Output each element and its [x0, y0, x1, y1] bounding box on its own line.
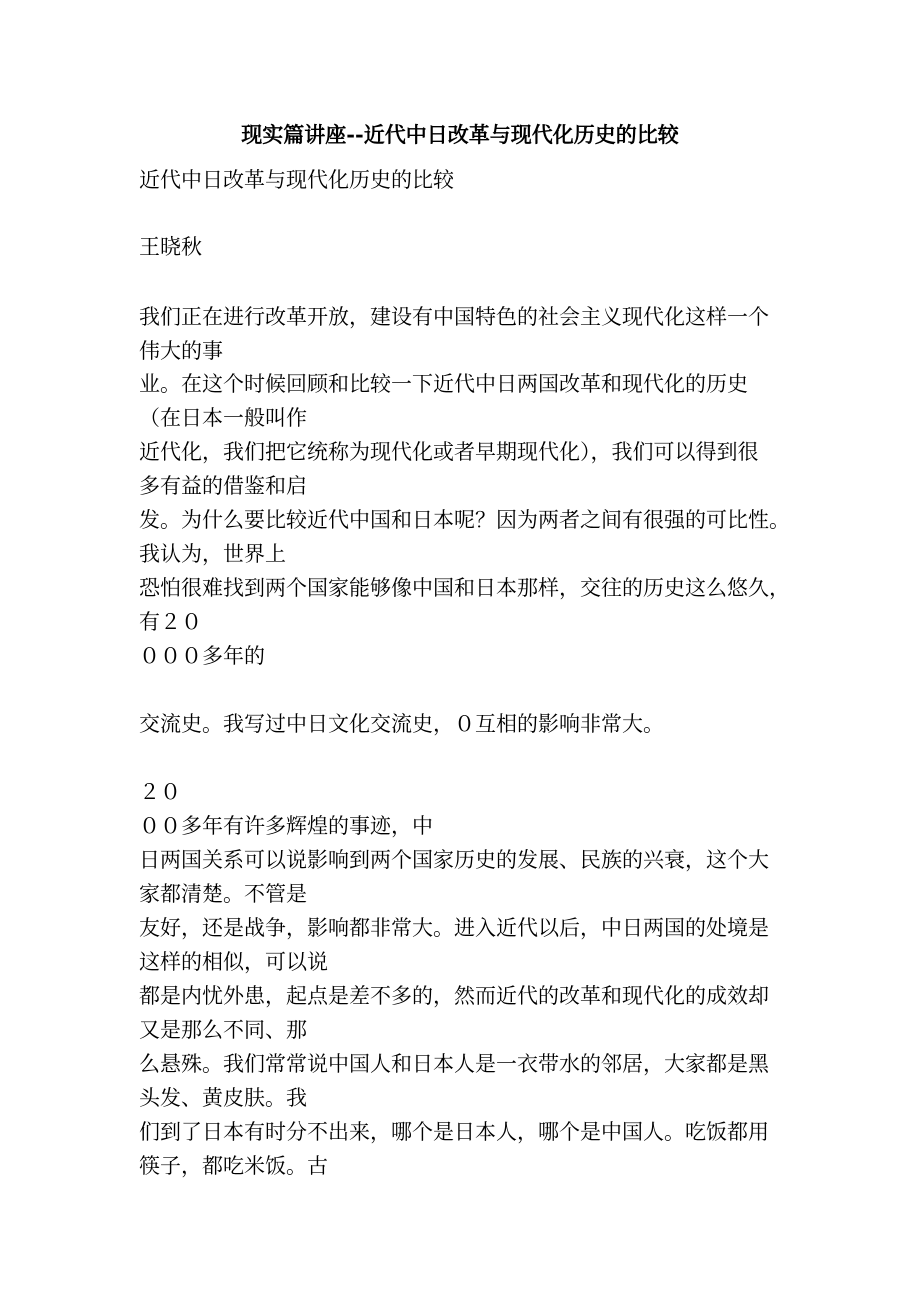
paragraph-line-7: 发。为什么要比较近代中国和日本呢？因为两者之间有很强的可比性。	[139, 508, 790, 532]
subtitle-line: 近代中日改革与现代化历史的比较	[139, 168, 454, 192]
paragraph-line-21: 么悬殊。我们常常说中国人和日本人是一衣带水的邻居，大家都是黑	[139, 1052, 769, 1076]
paragraph-line-14: ００多年有许多辉煌的事迹，中	[139, 814, 433, 838]
paragraph-line-19: 都是内忧外患，起点是差不多的，然而近代的改革和现代化的成效却	[139, 984, 769, 1008]
paragraph-line-12: 交流史。我写过中日文化交流史，０互相的影响非常大。	[139, 712, 664, 736]
paragraph-line-1: 我们正在进行改革开放，建设有中国特色的社会主义现代化这样一个	[139, 305, 769, 329]
paragraph-line-5: 近代化，我们把它统称为现代化或者早期现代化），我们可以得到很	[139, 440, 759, 464]
paragraph-line-4: （在日本一般叫作	[139, 406, 307, 430]
paragraph-line-23: 们到了日本有时分不出来，哪个是日本人，哪个是中国人。吃饭都用	[139, 1120, 769, 1144]
paragraph-line-18: 这样的相似，可以说	[139, 950, 328, 974]
paragraph-line-16: 家都清楚。不管是	[139, 882, 307, 906]
document-title: 现实篇讲座--近代中日改革与现代化历史的比较	[241, 122, 679, 147]
paragraph-line-13: ２０	[139, 780, 181, 804]
paragraph-line-8: 我认为，世界上	[139, 542, 286, 566]
paragraph-line-24: 筷子，都吃米饭。古	[139, 1154, 328, 1178]
paragraph-line-15: 日两国关系可以说影响到两个国家历史的发展、民族的兴衰，这个大	[139, 848, 769, 872]
paragraph-line-10: 有２０	[139, 610, 202, 634]
paragraph-line-2: 伟大的事	[139, 339, 223, 363]
paragraph-line-17: 友好，还是战争，影响都非常大。进入近代以后，中日两国的处境是	[139, 916, 769, 940]
paragraph-line-9: 恐怕很难找到两个国家能够像中国和日本那样，交往的历史这么悠久，	[139, 576, 790, 600]
paragraph-line-6: 多有益的借鉴和启	[139, 474, 307, 498]
paragraph-line-11: ０００多年的	[139, 644, 265, 668]
paragraph-line-20: 又是那么不同、那	[139, 1018, 307, 1042]
paragraph-line-22: 头发、黄皮肤。我	[139, 1086, 307, 1110]
paragraph-line-3: 业。在这个时候回顾和比较一下近代中日两国改革和现代化的历史	[139, 372, 748, 396]
author-line: 王晓秋	[139, 235, 202, 259]
